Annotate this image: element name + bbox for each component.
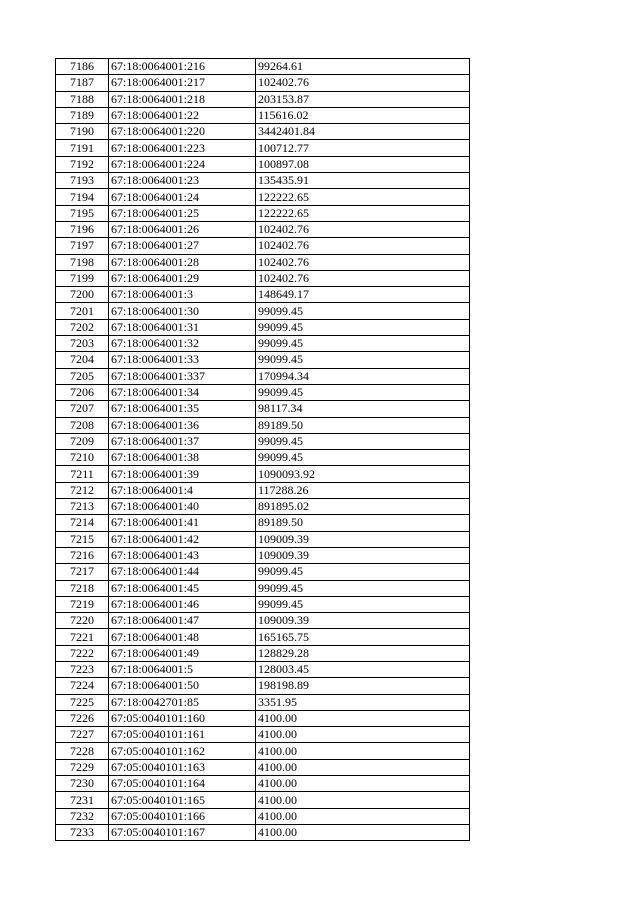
table-row <box>56 303 470 319</box>
cadastral-number-cell: 67:18:0064001:45 <box>109 580 256 596</box>
cadastral-number-cell: 67:18:0064001:46 <box>109 596 256 612</box>
value-cell: 89189.50 <box>256 417 470 433</box>
cadastral-number-cell: 67:18:0064001:43 <box>109 547 256 563</box>
value-cell: 891895.02 <box>256 499 470 515</box>
row-number-cell: 7191 <box>56 140 109 156</box>
row-number-cell: 7188 <box>56 91 109 107</box>
row-number-cell: 7192 <box>56 156 109 172</box>
cadastral-number-cell: 67:18:0064001:24 <box>109 189 256 205</box>
row-number-cell: 7230 <box>56 776 109 792</box>
table-body <box>56 59 470 841</box>
table-row <box>56 482 470 498</box>
value-cell: 4100.00 <box>256 759 470 775</box>
cadastral-number-cell: 67:18:0064001:4 <box>109 482 256 498</box>
cadastral-number-cell: 67:05:0040101:161 <box>109 727 256 743</box>
row-number-cell: 7228 <box>56 743 109 759</box>
cadastral-number-cell: 67:18:0064001:35 <box>109 401 256 417</box>
table-row <box>56 417 470 433</box>
table-row <box>56 352 470 368</box>
value-cell: 102402.76 <box>256 254 470 270</box>
row-number-cell: 7205 <box>56 368 109 384</box>
value-cell: 122222.65 <box>256 205 470 221</box>
table-row <box>56 189 470 205</box>
cadastral-number-cell: 67:18:0064001:49 <box>109 645 256 661</box>
table-row <box>56 270 470 286</box>
value-cell: 99099.45 <box>256 384 470 400</box>
table-row <box>56 384 470 400</box>
cadastral-number-cell: 67:18:0064001:47 <box>109 613 256 629</box>
table-row <box>56 678 470 694</box>
cadastral-number-cell: 67:18:0064001:32 <box>109 336 256 352</box>
cadastral-number-cell: 67:18:0064001:33 <box>109 352 256 368</box>
table-row <box>56 336 470 352</box>
table-row <box>56 205 470 221</box>
table-row <box>56 776 470 792</box>
cadastral-number-cell: 67:18:0064001:220 <box>109 124 256 140</box>
table-row <box>56 580 470 596</box>
table-row <box>56 91 470 107</box>
table-row <box>56 792 470 808</box>
cadastral-number-cell: 67:05:0040101:163 <box>109 759 256 775</box>
cadastral-number-cell: 67:18:0064001:40 <box>109 499 256 515</box>
row-number-cell: 7202 <box>56 319 109 335</box>
row-number-cell: 7214 <box>56 515 109 531</box>
row-number-cell: 7217 <box>56 564 109 580</box>
table-row <box>56 107 470 123</box>
value-cell: 117288.26 <box>256 482 470 498</box>
cadastral-number-cell: 67:18:0064001:34 <box>109 384 256 400</box>
row-number-cell: 7216 <box>56 547 109 563</box>
cadastral-number-cell: 67:18:0064001:39 <box>109 466 256 482</box>
cadastral-number-cell: 67:18:0064001:224 <box>109 156 256 172</box>
value-cell: 203153.87 <box>256 91 470 107</box>
row-number-cell: 7221 <box>56 629 109 645</box>
row-number-cell: 7195 <box>56 205 109 221</box>
value-cell: 4100.00 <box>256 776 470 792</box>
table-row <box>56 401 470 417</box>
row-number-cell: 7198 <box>56 254 109 270</box>
cadastral-number-cell: 67:18:0064001:50 <box>109 678 256 694</box>
table-row <box>56 319 470 335</box>
row-number-cell: 7210 <box>56 450 109 466</box>
table-row <box>56 808 470 824</box>
table-row <box>56 629 470 645</box>
cadastral-number-cell: 67:18:0064001:26 <box>109 221 256 237</box>
table-row <box>56 759 470 775</box>
cadastral-number-cell: 67:18:0064001:337 <box>109 368 256 384</box>
row-number-cell: 7212 <box>56 482 109 498</box>
cadastral-number-cell: 67:05:0040101:160 <box>109 710 256 726</box>
value-cell: 109009.39 <box>256 531 470 547</box>
value-cell: 89189.50 <box>256 515 470 531</box>
value-cell: 100712.77 <box>256 140 470 156</box>
row-number-cell: 7203 <box>56 336 109 352</box>
row-number-cell: 7227 <box>56 727 109 743</box>
cadastral-number-cell: 67:18:0064001:223 <box>109 140 256 156</box>
row-number-cell: 7219 <box>56 596 109 612</box>
row-number-cell: 7193 <box>56 173 109 189</box>
value-cell: 1090093.92 <box>256 466 470 482</box>
table-row <box>56 173 470 189</box>
cadastral-number-cell: 67:18:0064001:28 <box>109 254 256 270</box>
row-number-cell: 7229 <box>56 759 109 775</box>
value-cell: 109009.39 <box>256 613 470 629</box>
value-cell: 165165.75 <box>256 629 470 645</box>
value-cell: 99099.45 <box>256 596 470 612</box>
value-cell: 102402.76 <box>256 221 470 237</box>
table-row <box>56 596 470 612</box>
table-row <box>56 710 470 726</box>
table-row <box>56 515 470 531</box>
row-number-cell: 7208 <box>56 417 109 433</box>
cadastral-number-cell: 67:18:0064001:22 <box>109 107 256 123</box>
table-row <box>56 75 470 91</box>
value-cell: 4100.00 <box>256 743 470 759</box>
table-row <box>56 694 470 710</box>
table-row <box>56 499 470 515</box>
cadastral-number-cell: 67:05:0040101:164 <box>109 776 256 792</box>
row-number-cell: 7226 <box>56 710 109 726</box>
table-row <box>56 824 470 840</box>
cadastral-number-cell: 67:18:0064001:3 <box>109 287 256 303</box>
cadastral-number-cell: 67:05:0040101:166 <box>109 808 256 824</box>
row-number-cell: 7224 <box>56 678 109 694</box>
value-cell: 115616.02 <box>256 107 470 123</box>
value-cell: 122222.65 <box>256 189 470 205</box>
cadastral-number-cell: 67:18:0064001:216 <box>109 59 256 75</box>
cadastral-number-cell: 67:18:0064001:44 <box>109 564 256 580</box>
row-number-cell: 7200 <box>56 287 109 303</box>
value-cell: 99099.45 <box>256 450 470 466</box>
table-row <box>56 140 470 156</box>
value-cell: 98117.34 <box>256 401 470 417</box>
value-cell: 4100.00 <box>256 710 470 726</box>
table-row <box>56 433 470 449</box>
cadastral-number-cell: 67:18:0064001:38 <box>109 450 256 466</box>
cadastral-number-cell: 67:05:0040101:167 <box>109 824 256 840</box>
cadastral-number-cell: 67:05:0040101:165 <box>109 792 256 808</box>
row-number-cell: 7201 <box>56 303 109 319</box>
cadastral-number-cell: 67:05:0040101:162 <box>109 743 256 759</box>
value-cell: 4100.00 <box>256 792 470 808</box>
table-row <box>56 156 470 172</box>
cadastral-number-cell: 67:18:0064001:48 <box>109 629 256 645</box>
table-row <box>56 254 470 270</box>
row-number-cell: 7187 <box>56 75 109 91</box>
table-row <box>56 661 470 677</box>
value-cell: 99099.45 <box>256 336 470 352</box>
value-cell: 99099.45 <box>256 580 470 596</box>
value-cell: 99099.45 <box>256 303 470 319</box>
row-number-cell: 7186 <box>56 59 109 75</box>
table-row <box>56 645 470 661</box>
table-row <box>56 727 470 743</box>
row-number-cell: 7220 <box>56 613 109 629</box>
value-cell: 102402.76 <box>256 238 470 254</box>
table-row <box>56 238 470 254</box>
cadastral-number-cell: 67:18:0064001:36 <box>109 417 256 433</box>
value-cell: 99099.45 <box>256 433 470 449</box>
table-row <box>56 450 470 466</box>
value-cell: 148649.17 <box>256 287 470 303</box>
value-cell: 99264.61 <box>256 59 470 75</box>
cadastral-number-cell: 67:18:0064001:29 <box>109 270 256 286</box>
table-row <box>56 466 470 482</box>
row-number-cell: 7225 <box>56 694 109 710</box>
value-cell: 3442401.84 <box>256 124 470 140</box>
value-cell: 99099.45 <box>256 319 470 335</box>
cadastral-number-cell: 67:18:0064001:30 <box>109 303 256 319</box>
cadastral-number-cell: 67:18:0064001:25 <box>109 205 256 221</box>
row-number-cell: 7211 <box>56 466 109 482</box>
value-cell: 99099.45 <box>256 564 470 580</box>
table-row <box>56 547 470 563</box>
row-number-cell: 7231 <box>56 792 109 808</box>
row-number-cell: 7222 <box>56 645 109 661</box>
row-number-cell: 7232 <box>56 808 109 824</box>
cadastral-number-cell: 67:18:0064001:42 <box>109 531 256 547</box>
table-row <box>56 221 470 237</box>
row-number-cell: 7223 <box>56 661 109 677</box>
value-cell: 3351.95 <box>256 694 470 710</box>
data-table <box>55 58 470 841</box>
value-cell: 4100.00 <box>256 824 470 840</box>
row-number-cell: 7209 <box>56 433 109 449</box>
table-row <box>56 287 470 303</box>
value-cell: 198198.89 <box>256 678 470 694</box>
value-cell: 109009.39 <box>256 547 470 563</box>
row-number-cell: 7207 <box>56 401 109 417</box>
value-cell: 102402.76 <box>256 270 470 286</box>
row-number-cell: 7197 <box>56 238 109 254</box>
row-number-cell: 7189 <box>56 107 109 123</box>
cadastral-number-cell: 67:18:0064001:23 <box>109 173 256 189</box>
value-cell: 99099.45 <box>256 352 470 368</box>
value-cell: 100897.08 <box>256 156 470 172</box>
row-number-cell: 7190 <box>56 124 109 140</box>
cadastral-number-cell: 67:18:0064001:41 <box>109 515 256 531</box>
row-number-cell: 7233 <box>56 824 109 840</box>
row-number-cell: 7196 <box>56 221 109 237</box>
row-number-cell: 7199 <box>56 270 109 286</box>
value-cell: 135435.91 <box>256 173 470 189</box>
value-cell: 4100.00 <box>256 727 470 743</box>
row-number-cell: 7194 <box>56 189 109 205</box>
table-row <box>56 59 470 75</box>
value-cell: 128829.28 <box>256 645 470 661</box>
cadastral-number-cell: 67:18:0064001:5 <box>109 661 256 677</box>
cadastral-number-cell: 67:18:0064001:217 <box>109 75 256 91</box>
value-cell: 102402.76 <box>256 75 470 91</box>
row-number-cell: 7204 <box>56 352 109 368</box>
cadastral-number-cell: 67:18:0042701:85 <box>109 694 256 710</box>
table-row <box>56 531 470 547</box>
cadastral-number-cell: 67:18:0064001:37 <box>109 433 256 449</box>
table-row <box>56 124 470 140</box>
row-number-cell: 7218 <box>56 580 109 596</box>
row-number-cell: 7213 <box>56 499 109 515</box>
table-row <box>56 743 470 759</box>
table-row <box>56 368 470 384</box>
value-cell: 4100.00 <box>256 808 470 824</box>
value-cell: 128003.45 <box>256 661 470 677</box>
table-row <box>56 564 470 580</box>
cadastral-number-cell: 67:18:0064001:218 <box>109 91 256 107</box>
row-number-cell: 7215 <box>56 531 109 547</box>
table-row <box>56 613 470 629</box>
cadastral-number-cell: 67:18:0064001:31 <box>109 319 256 335</box>
row-number-cell: 7206 <box>56 384 109 400</box>
value-cell: 170994.34 <box>256 368 470 384</box>
cadastral-number-cell: 67:18:0064001:27 <box>109 238 256 254</box>
